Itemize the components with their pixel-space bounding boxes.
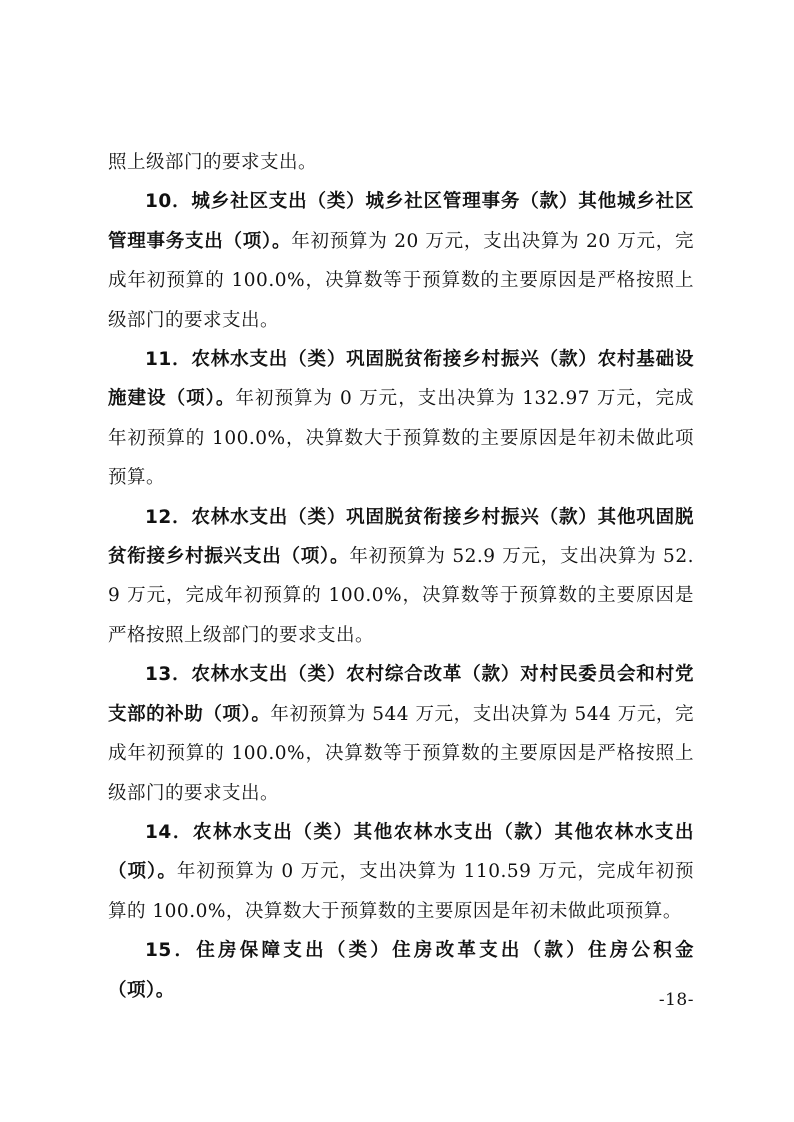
item-11-paragraph [108,340,694,498]
item-11-body: 年初预算为 0 万元，支出决算为 132.97 万元，完成年初预算的 100.0%，决算数大于预算数的主要原因是年初未做此项预算。 [108,388,694,489]
item-14-body: 年初预算为 0 万元，支出决算为 110.59 万元，完成年初预算的 100.0%，决算数大于预算数的主要原因是年初未做此项预算。 [108,861,694,922]
page-number: -18- [658,990,694,1010]
item-12-body: 年初预算为 52.9 万元，支出决算为 52.9 万元，完成年初预算的 100.0%，决算数等于预算数的主要原因是严格按照上级部门的要求支出。 [108,546,694,646]
item-12-paragraph [108,498,694,656]
item-13-heading: 13．农林水支出（类）农村综合改革（款）对村民委员会和村党支部的补助（项）。 [108,664,694,725]
item-14-paragraph [108,813,694,931]
item-15-heading: 15．住房保障支出（类）住房改革支出（款）住房公积金（项）。 [108,940,694,1001]
item-13-paragraph [108,655,694,813]
continuation-paragraph: 照上级部门的要求支出。 [108,152,318,173]
item-11-heading: 11．农林水支出（类）巩固脱贫衔接乡村振兴（款）农村基础设施建设（项）。 [108,349,694,410]
item-10-body: 年初预算为 20 万元，支出决算为 20 万元，完成年初预算的 100.0%，决算数等于预算数的主要原因是严格按照上级部门的要求支出。 [108,230,694,331]
item-12-heading: 12．农林水支出（类）巩固脱贫衔接乡村振兴（款）其他巩固脱贫衔接乡村振兴支出（项）。 [108,506,694,568]
item-10-heading: 10．城乡社区支出（类）城乡社区管理事务（款）其他城乡社区管理事务支出（项）。 [108,191,694,252]
item-13-body: 年初预算为 544 万元，支出决算为 544 万元，完成年初预算的 100.0%，决算数等于预算数的主要原因是严格按照上级部门的要求支出。 [108,703,694,804]
item-10-paragraph [108,182,694,340]
item-15-paragraph [108,931,694,1010]
item-14-heading: 14．农林水支出（类）其他农林水支出（款）其他农林水支出（项）。 [108,821,694,883]
document-body [108,143,694,1010]
